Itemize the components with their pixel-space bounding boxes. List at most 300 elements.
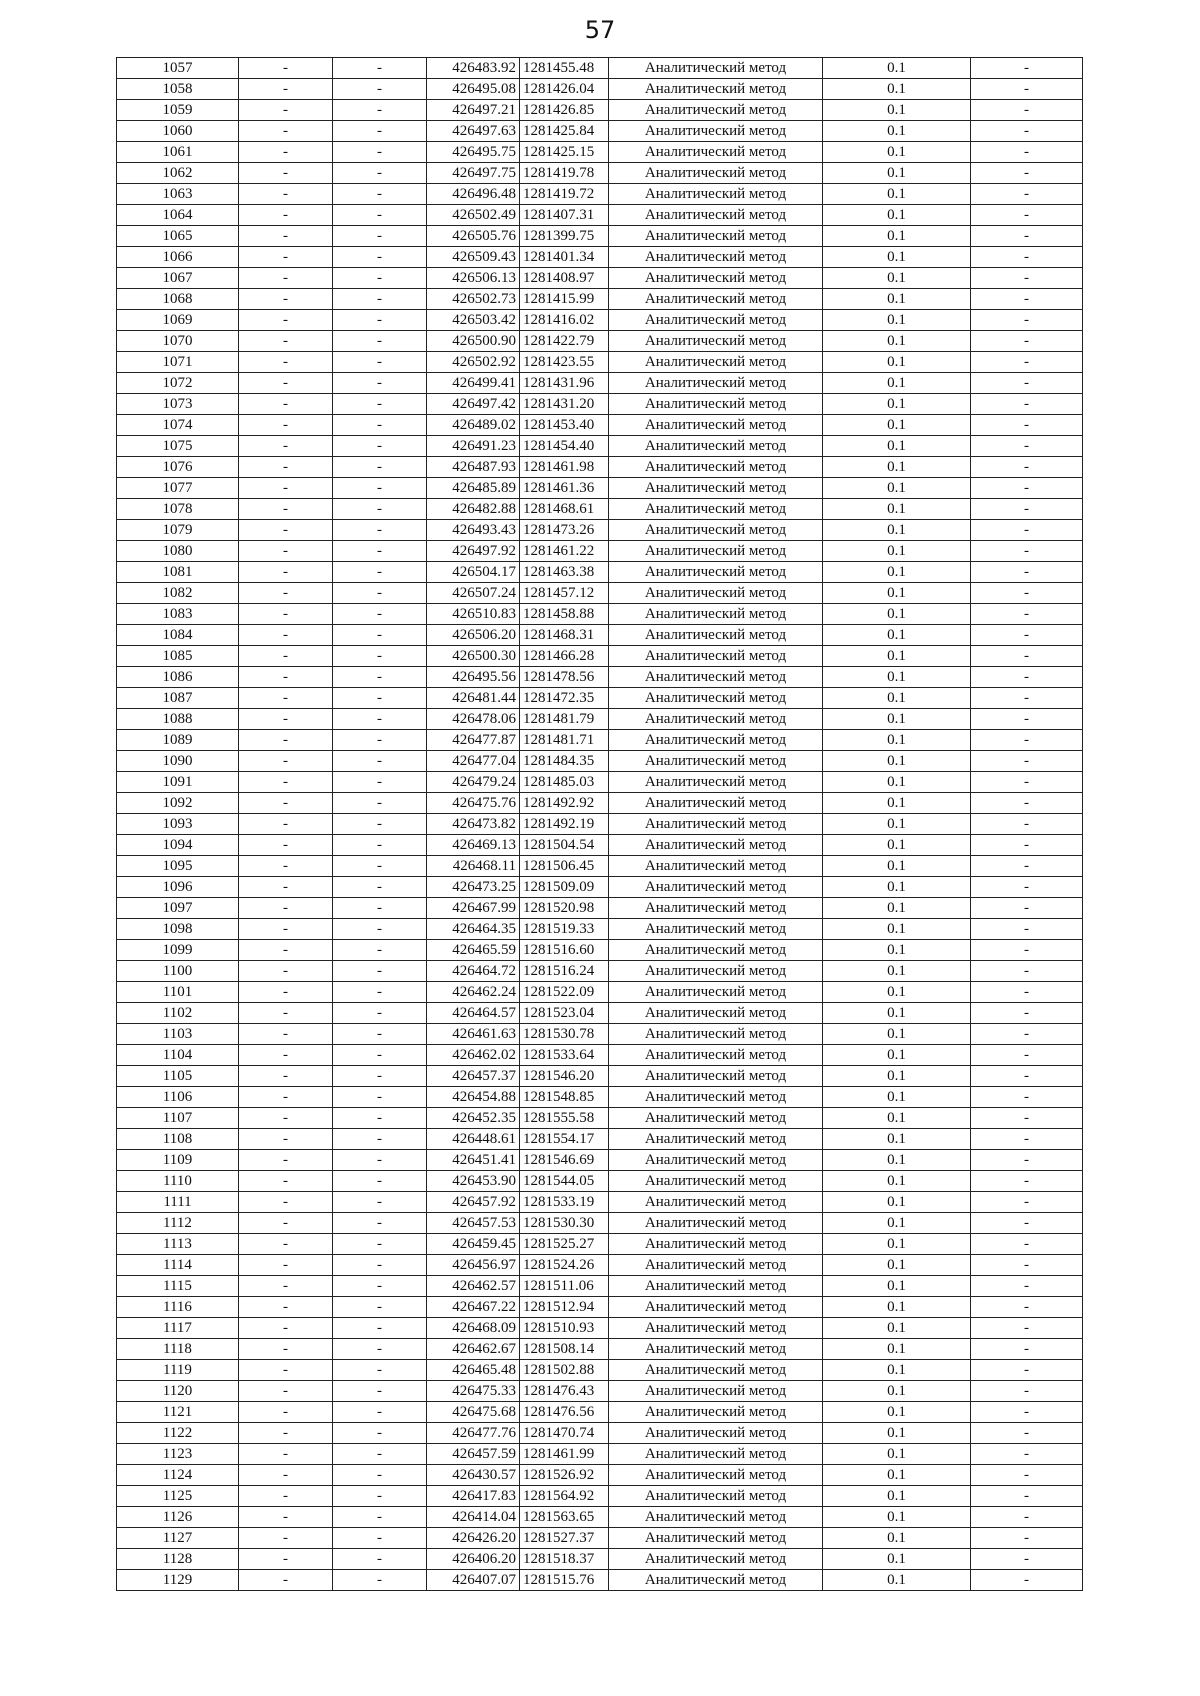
empty-dash-cell: - — [971, 415, 1083, 436]
table-row — [117, 289, 1083, 310]
empty-dash-cell: - — [333, 310, 427, 331]
y-coordinate-cell: 1281422.79 — [520, 331, 609, 352]
table-row — [117, 79, 1083, 100]
y-coordinate-cell: 1281419.72 — [520, 184, 609, 205]
x-coordinate-cell: 426461.63 — [427, 1024, 520, 1045]
empty-dash-cell: - — [971, 1087, 1083, 1108]
point-number-cell: 1057 — [117, 58, 239, 79]
x-coordinate-cell: 426468.09 — [427, 1318, 520, 1339]
table-row — [117, 1339, 1083, 1360]
empty-dash-cell: - — [333, 877, 427, 898]
empty-dash-cell: - — [239, 688, 333, 709]
x-coordinate-cell: 426481.44 — [427, 688, 520, 709]
method-cell: Аналитический метод — [609, 1381, 823, 1402]
table-row — [117, 940, 1083, 961]
y-coordinate-cell: 1281415.99 — [520, 289, 609, 310]
method-cell: Аналитический метод — [609, 1465, 823, 1486]
empty-dash-cell: - — [971, 982, 1083, 1003]
y-coordinate-cell: 1281431.20 — [520, 394, 609, 415]
point-number-cell: 1076 — [117, 457, 239, 478]
method-cell: Аналитический метод — [609, 793, 823, 814]
method-cell: Аналитический метод — [609, 688, 823, 709]
empty-dash-cell: - — [333, 415, 427, 436]
precision-cell: 0.1 — [823, 121, 971, 142]
empty-dash-cell: - — [239, 1087, 333, 1108]
empty-dash-cell: - — [971, 121, 1083, 142]
point-number-cell: 1075 — [117, 436, 239, 457]
table-row — [117, 688, 1083, 709]
table-row — [117, 730, 1083, 751]
precision-cell: 0.1 — [823, 1297, 971, 1318]
table-row — [117, 415, 1083, 436]
y-coordinate-cell: 1281564.92 — [520, 1486, 609, 1507]
empty-dash-cell: - — [971, 583, 1083, 604]
method-cell: Аналитический метод — [609, 205, 823, 226]
point-number-cell: 1100 — [117, 961, 239, 982]
point-number-cell: 1062 — [117, 163, 239, 184]
table-row — [117, 499, 1083, 520]
empty-dash-cell: - — [239, 667, 333, 688]
x-coordinate-cell: 426426.20 — [427, 1528, 520, 1549]
empty-dash-cell: - — [971, 268, 1083, 289]
empty-dash-cell: - — [971, 499, 1083, 520]
empty-dash-cell: - — [971, 940, 1083, 961]
empty-dash-cell: - — [333, 793, 427, 814]
x-coordinate-cell: 426467.22 — [427, 1297, 520, 1318]
method-cell: Аналитический метод — [609, 940, 823, 961]
x-coordinate-cell: 426478.06 — [427, 709, 520, 730]
y-coordinate-cell: 1281563.65 — [520, 1507, 609, 1528]
table-row — [117, 604, 1083, 625]
table-row — [117, 100, 1083, 121]
empty-dash-cell: - — [239, 877, 333, 898]
empty-dash-cell: - — [239, 478, 333, 499]
point-number-cell: 1118 — [117, 1339, 239, 1360]
y-coordinate-cell: 1281431.96 — [520, 373, 609, 394]
y-coordinate-cell: 1281492.92 — [520, 793, 609, 814]
table-row — [117, 268, 1083, 289]
empty-dash-cell: - — [333, 919, 427, 940]
method-cell: Аналитический метод — [609, 1549, 823, 1570]
precision-cell: 0.1 — [823, 1318, 971, 1339]
point-number-cell: 1117 — [117, 1318, 239, 1339]
y-coordinate-cell: 1281516.24 — [520, 961, 609, 982]
empty-dash-cell: - — [333, 121, 427, 142]
x-coordinate-cell: 426495.08 — [427, 79, 520, 100]
x-coordinate-cell: 426457.59 — [427, 1444, 520, 1465]
empty-dash-cell: - — [333, 1423, 427, 1444]
precision-cell: 0.1 — [823, 604, 971, 625]
empty-dash-cell: - — [971, 1486, 1083, 1507]
point-number-cell: 1116 — [117, 1297, 239, 1318]
table-row — [117, 541, 1083, 562]
empty-dash-cell: - — [239, 982, 333, 1003]
y-coordinate-cell: 1281399.75 — [520, 226, 609, 247]
method-cell: Аналитический метод — [609, 667, 823, 688]
y-coordinate-cell: 1281544.05 — [520, 1171, 609, 1192]
empty-dash-cell: - — [239, 1360, 333, 1381]
empty-dash-cell: - — [239, 520, 333, 541]
precision-cell: 0.1 — [823, 163, 971, 184]
x-coordinate-cell: 426493.43 — [427, 520, 520, 541]
precision-cell: 0.1 — [823, 58, 971, 79]
x-coordinate-cell: 426430.57 — [427, 1465, 520, 1486]
method-cell: Аналитический метод — [609, 163, 823, 184]
empty-dash-cell: - — [333, 58, 427, 79]
x-coordinate-cell: 426457.92 — [427, 1192, 520, 1213]
table-row — [117, 1234, 1083, 1255]
x-coordinate-cell: 426475.33 — [427, 1381, 520, 1402]
point-number-cell: 1064 — [117, 205, 239, 226]
empty-dash-cell: - — [333, 1087, 427, 1108]
point-number-cell: 1104 — [117, 1045, 239, 1066]
empty-dash-cell: - — [239, 1003, 333, 1024]
precision-cell: 0.1 — [823, 1066, 971, 1087]
empty-dash-cell: - — [333, 1234, 427, 1255]
x-coordinate-cell: 426451.41 — [427, 1150, 520, 1171]
empty-dash-cell: - — [971, 1045, 1083, 1066]
table-body — [117, 58, 1083, 1591]
method-cell: Аналитический метод — [609, 121, 823, 142]
precision-cell: 0.1 — [823, 625, 971, 646]
y-coordinate-cell: 1281473.26 — [520, 520, 609, 541]
method-cell: Аналитический метод — [609, 394, 823, 415]
empty-dash-cell: - — [239, 79, 333, 100]
point-number-cell: 1111 — [117, 1192, 239, 1213]
point-number-cell: 1091 — [117, 772, 239, 793]
table-row — [117, 625, 1083, 646]
precision-cell: 0.1 — [823, 457, 971, 478]
precision-cell: 0.1 — [823, 961, 971, 982]
y-coordinate-cell: 1281548.85 — [520, 1087, 609, 1108]
table-row — [117, 58, 1083, 79]
precision-cell: 0.1 — [823, 772, 971, 793]
empty-dash-cell: - — [333, 478, 427, 499]
precision-cell: 0.1 — [823, 730, 971, 751]
precision-cell: 0.1 — [823, 352, 971, 373]
table-row — [117, 1213, 1083, 1234]
precision-cell: 0.1 — [823, 394, 971, 415]
method-cell: Аналитический метод — [609, 289, 823, 310]
empty-dash-cell: - — [239, 415, 333, 436]
precision-cell: 0.1 — [823, 1171, 971, 1192]
precision-cell: 0.1 — [823, 79, 971, 100]
empty-dash-cell: - — [239, 583, 333, 604]
x-coordinate-cell: 426506.20 — [427, 625, 520, 646]
point-number-cell: 1063 — [117, 184, 239, 205]
x-coordinate-cell: 426462.67 — [427, 1339, 520, 1360]
method-cell: Аналитический метод — [609, 457, 823, 478]
empty-dash-cell: - — [971, 856, 1083, 877]
empty-dash-cell: - — [971, 1213, 1083, 1234]
empty-dash-cell: - — [971, 562, 1083, 583]
empty-dash-cell: - — [971, 478, 1083, 499]
table-row — [117, 1192, 1083, 1213]
empty-dash-cell: - — [971, 1549, 1083, 1570]
x-coordinate-cell: 426473.25 — [427, 877, 520, 898]
method-cell: Аналитический метод — [609, 1234, 823, 1255]
x-coordinate-cell: 426468.11 — [427, 856, 520, 877]
y-coordinate-cell: 1281533.19 — [520, 1192, 609, 1213]
point-number-cell: 1105 — [117, 1066, 239, 1087]
empty-dash-cell: - — [971, 1150, 1083, 1171]
table-row — [117, 751, 1083, 772]
method-cell: Аналитический метод — [609, 1087, 823, 1108]
empty-dash-cell: - — [971, 604, 1083, 625]
x-coordinate-cell: 426489.02 — [427, 415, 520, 436]
y-coordinate-cell: 1281508.14 — [520, 1339, 609, 1360]
empty-dash-cell: - — [971, 1192, 1083, 1213]
empty-dash-cell: - — [239, 226, 333, 247]
table-row — [117, 856, 1083, 877]
precision-cell: 0.1 — [823, 1444, 971, 1465]
precision-cell: 0.1 — [823, 1255, 971, 1276]
method-cell: Аналитический метод — [609, 877, 823, 898]
x-coordinate-cell: 426464.57 — [427, 1003, 520, 1024]
empty-dash-cell: - — [333, 1528, 427, 1549]
method-cell: Аналитический метод — [609, 1402, 823, 1423]
x-coordinate-cell: 426497.92 — [427, 541, 520, 562]
precision-cell: 0.1 — [823, 814, 971, 835]
table-row — [117, 1171, 1083, 1192]
empty-dash-cell: - — [239, 709, 333, 730]
point-number-cell: 1113 — [117, 1234, 239, 1255]
empty-dash-cell: - — [971, 793, 1083, 814]
empty-dash-cell: - — [239, 268, 333, 289]
precision-cell: 0.1 — [823, 583, 971, 604]
precision-cell: 0.1 — [823, 226, 971, 247]
y-coordinate-cell: 1281509.09 — [520, 877, 609, 898]
x-coordinate-cell: 426496.48 — [427, 184, 520, 205]
x-coordinate-cell: 426479.24 — [427, 772, 520, 793]
method-cell: Аналитический метод — [609, 1570, 823, 1591]
empty-dash-cell: - — [971, 100, 1083, 121]
empty-dash-cell: - — [333, 1150, 427, 1171]
empty-dash-cell: - — [239, 1381, 333, 1402]
x-coordinate-cell: 426495.56 — [427, 667, 520, 688]
empty-dash-cell: - — [333, 1213, 427, 1234]
table-row — [117, 352, 1083, 373]
empty-dash-cell: - — [971, 751, 1083, 772]
point-number-cell: 1109 — [117, 1150, 239, 1171]
y-coordinate-cell: 1281510.93 — [520, 1318, 609, 1339]
empty-dash-cell: - — [239, 1066, 333, 1087]
empty-dash-cell: - — [239, 1402, 333, 1423]
method-cell: Аналитический метод — [609, 247, 823, 268]
y-coordinate-cell: 1281554.17 — [520, 1129, 609, 1150]
point-number-cell: 1060 — [117, 121, 239, 142]
empty-dash-cell: - — [971, 1255, 1083, 1276]
precision-cell: 0.1 — [823, 1423, 971, 1444]
empty-dash-cell: - — [333, 142, 427, 163]
empty-dash-cell: - — [239, 1234, 333, 1255]
empty-dash-cell: - — [239, 1045, 333, 1066]
point-number-cell: 1068 — [117, 289, 239, 310]
empty-dash-cell: - — [239, 373, 333, 394]
empty-dash-cell: - — [239, 1171, 333, 1192]
empty-dash-cell: - — [239, 1507, 333, 1528]
table-row — [117, 1528, 1083, 1549]
table-row — [117, 667, 1083, 688]
y-coordinate-cell: 1281520.98 — [520, 898, 609, 919]
x-coordinate-cell: 426464.35 — [427, 919, 520, 940]
empty-dash-cell: - — [333, 1507, 427, 1528]
point-number-cell: 1101 — [117, 982, 239, 1003]
y-coordinate-cell: 1281455.48 — [520, 58, 609, 79]
empty-dash-cell: - — [239, 436, 333, 457]
precision-cell: 0.1 — [823, 1465, 971, 1486]
point-number-cell: 1128 — [117, 1549, 239, 1570]
precision-cell: 0.1 — [823, 1129, 971, 1150]
table-row — [117, 478, 1083, 499]
method-cell: Аналитический метод — [609, 1444, 823, 1465]
empty-dash-cell: - — [239, 457, 333, 478]
table-row — [117, 1129, 1083, 1150]
x-coordinate-cell: 426414.04 — [427, 1507, 520, 1528]
empty-dash-cell: - — [333, 1570, 427, 1591]
point-number-cell: 1078 — [117, 499, 239, 520]
empty-dash-cell: - — [333, 646, 427, 667]
x-coordinate-cell: 426502.92 — [427, 352, 520, 373]
table-row — [117, 1255, 1083, 1276]
method-cell: Аналитический метод — [609, 1045, 823, 1066]
y-coordinate-cell: 1281453.40 — [520, 415, 609, 436]
precision-cell: 0.1 — [823, 520, 971, 541]
empty-dash-cell: - — [239, 142, 333, 163]
empty-dash-cell: - — [333, 289, 427, 310]
point-number-cell: 1065 — [117, 226, 239, 247]
empty-dash-cell: - — [239, 394, 333, 415]
precision-cell: 0.1 — [823, 1045, 971, 1066]
method-cell: Аналитический метод — [609, 499, 823, 520]
x-coordinate-cell: 426502.73 — [427, 289, 520, 310]
y-coordinate-cell: 1281478.56 — [520, 667, 609, 688]
precision-cell: 0.1 — [823, 1528, 971, 1549]
empty-dash-cell: - — [239, 1570, 333, 1591]
empty-dash-cell: - — [239, 184, 333, 205]
method-cell: Аналитический метод — [609, 79, 823, 100]
x-coordinate-cell: 426452.35 — [427, 1108, 520, 1129]
y-coordinate-cell: 1281492.19 — [520, 814, 609, 835]
empty-dash-cell: - — [971, 520, 1083, 541]
empty-dash-cell: - — [971, 1381, 1083, 1402]
point-number-cell: 1077 — [117, 478, 239, 499]
empty-dash-cell: - — [239, 100, 333, 121]
x-coordinate-cell: 426503.42 — [427, 310, 520, 331]
empty-dash-cell: - — [239, 1024, 333, 1045]
y-coordinate-cell: 1281555.58 — [520, 1108, 609, 1129]
x-coordinate-cell: 426497.21 — [427, 100, 520, 121]
method-cell: Аналитический метод — [609, 541, 823, 562]
y-coordinate-cell: 1281425.15 — [520, 142, 609, 163]
empty-dash-cell: - — [971, 1024, 1083, 1045]
y-coordinate-cell: 1281476.43 — [520, 1381, 609, 1402]
empty-dash-cell: - — [239, 1339, 333, 1360]
table-row — [117, 1444, 1083, 1465]
empty-dash-cell: - — [333, 604, 427, 625]
table-row — [117, 247, 1083, 268]
method-cell: Аналитический метод — [609, 1171, 823, 1192]
y-coordinate-cell: 1281454.40 — [520, 436, 609, 457]
y-coordinate-cell: 1281481.79 — [520, 709, 609, 730]
point-number-cell: 1085 — [117, 646, 239, 667]
point-number-cell: 1108 — [117, 1129, 239, 1150]
point-number-cell: 1059 — [117, 100, 239, 121]
point-number-cell: 1125 — [117, 1486, 239, 1507]
method-cell: Аналитический метод — [609, 373, 823, 394]
method-cell: Аналитический метод — [609, 982, 823, 1003]
empty-dash-cell: - — [971, 58, 1083, 79]
empty-dash-cell: - — [971, 142, 1083, 163]
precision-cell: 0.1 — [823, 919, 971, 940]
precision-cell: 0.1 — [823, 856, 971, 877]
table-row — [117, 1024, 1083, 1045]
table-row — [117, 1108, 1083, 1129]
empty-dash-cell: - — [333, 898, 427, 919]
empty-dash-cell: - — [239, 1528, 333, 1549]
x-coordinate-cell: 426459.45 — [427, 1234, 520, 1255]
method-cell: Аналитический метод — [609, 1024, 823, 1045]
x-coordinate-cell: 426469.13 — [427, 835, 520, 856]
precision-cell: 0.1 — [823, 331, 971, 352]
method-cell: Аналитический метод — [609, 184, 823, 205]
empty-dash-cell: - — [239, 1255, 333, 1276]
y-coordinate-cell: 1281525.27 — [520, 1234, 609, 1255]
table-row — [117, 835, 1083, 856]
x-coordinate-cell: 426462.02 — [427, 1045, 520, 1066]
empty-dash-cell: - — [333, 625, 427, 646]
x-coordinate-cell: 426499.41 — [427, 373, 520, 394]
table-row — [117, 1150, 1083, 1171]
precision-cell: 0.1 — [823, 268, 971, 289]
precision-cell: 0.1 — [823, 982, 971, 1003]
method-cell: Аналитический метод — [609, 1129, 823, 1150]
empty-dash-cell: - — [971, 1507, 1083, 1528]
point-number-cell: 1067 — [117, 268, 239, 289]
method-cell: Аналитический метод — [609, 856, 823, 877]
table-row — [117, 898, 1083, 919]
empty-dash-cell: - — [971, 667, 1083, 688]
precision-cell: 0.1 — [823, 1087, 971, 1108]
table-row — [117, 394, 1083, 415]
table-row — [117, 583, 1083, 604]
y-coordinate-cell: 1281426.04 — [520, 79, 609, 100]
method-cell: Аналитический метод — [609, 814, 823, 835]
method-cell: Аналитический метод — [609, 835, 823, 856]
precision-cell: 0.1 — [823, 184, 971, 205]
y-coordinate-cell: 1281461.99 — [520, 1444, 609, 1465]
empty-dash-cell: - — [239, 856, 333, 877]
point-number-cell: 1103 — [117, 1024, 239, 1045]
y-coordinate-cell: 1281472.35 — [520, 688, 609, 709]
empty-dash-cell: - — [333, 1171, 427, 1192]
method-cell: Аналитический метод — [609, 625, 823, 646]
method-cell: Аналитический метод — [609, 142, 823, 163]
table-row — [117, 961, 1083, 982]
method-cell: Аналитический метод — [609, 1318, 823, 1339]
table-row — [117, 226, 1083, 247]
method-cell: Аналитический метод — [609, 1528, 823, 1549]
method-cell: Аналитический метод — [609, 478, 823, 499]
method-cell: Аналитический метод — [609, 1150, 823, 1171]
y-coordinate-cell: 1281516.60 — [520, 940, 609, 961]
empty-dash-cell: - — [971, 310, 1083, 331]
method-cell: Аналитический метод — [609, 1192, 823, 1213]
table-row — [117, 1570, 1083, 1591]
y-coordinate-cell: 1281466.28 — [520, 646, 609, 667]
x-coordinate-cell: 426475.68 — [427, 1402, 520, 1423]
empty-dash-cell: - — [239, 289, 333, 310]
